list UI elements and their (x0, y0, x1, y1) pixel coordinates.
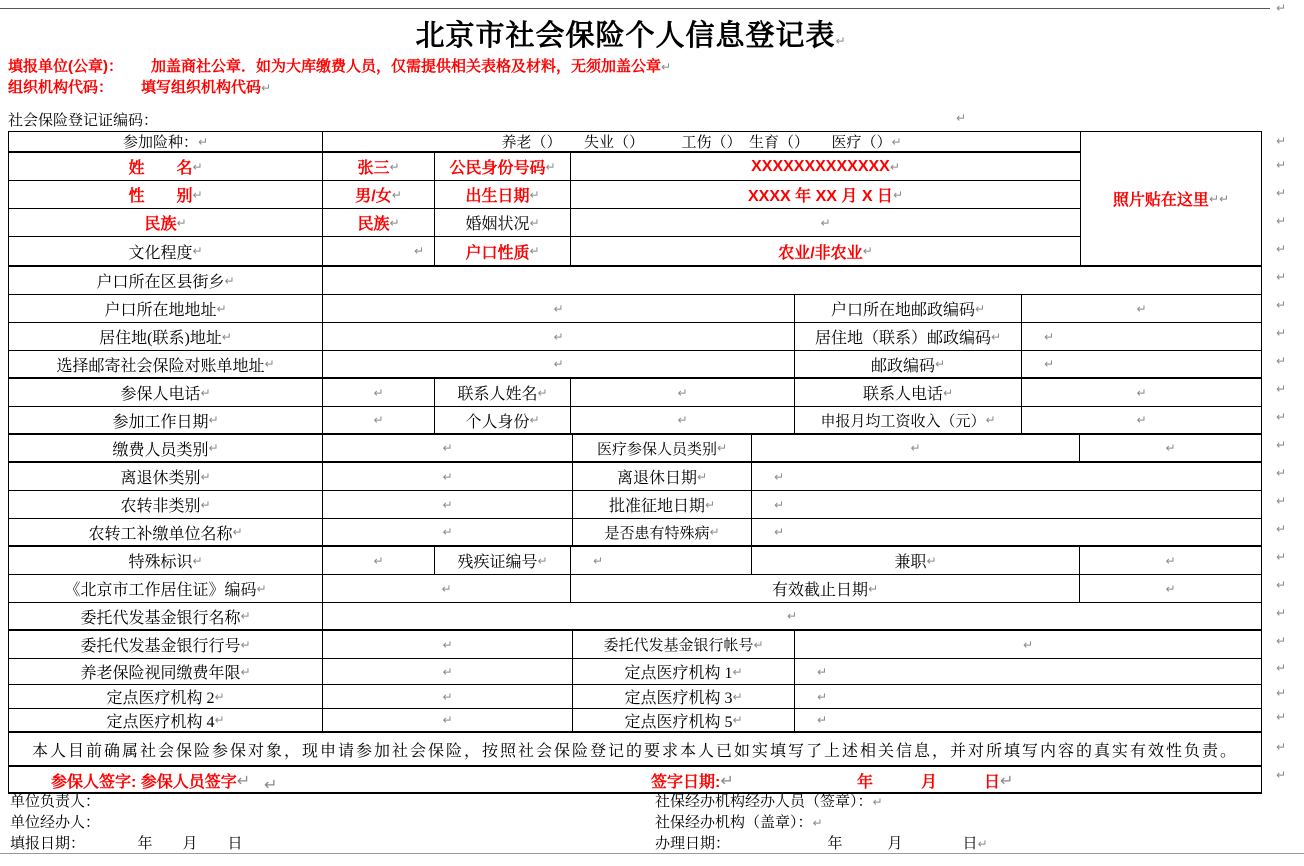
bank-account-label: 委托代发基金银行帐号 ↵ (573, 631, 795, 658)
paragraph-mark: ↵ (720, 771, 734, 790)
signature-row (9, 767, 1261, 792)
paragraph-mark: ↵ (956, 111, 967, 125)
paragraph-mark: ↵ (892, 187, 903, 202)
paragraph-mark: ↵ (208, 413, 219, 427)
table-row (9, 351, 1261, 379)
paragraph-mark (1276, 298, 1286, 312)
table-row (9, 463, 1261, 491)
paragraph-mark: ↵ (240, 664, 251, 679)
land-approval-date-label: 批准征地日期 ↵ (573, 491, 752, 518)
table-row (9, 685, 1261, 709)
table-row (9, 659, 1261, 685)
paragraph-mark: ↵ (441, 581, 452, 596)
paragraph-mark (956, 111, 966, 125)
paragraph-mark: ↵ (236, 771, 251, 790)
insured-phone-label: 参保人电话 ↵ (9, 379, 323, 406)
top-row-stack (9, 132, 1080, 265)
paragraph-mark: ↵ (1276, 494, 1287, 508)
signature-day-label: 日 ↵ (984, 771, 1014, 791)
paragraph-mark: ↵ (389, 159, 400, 174)
paragraph-mark: ↵ (373, 413, 384, 427)
medical-category-value-cell[interactable] (752, 435, 1080, 461)
paragraph-mark: ↵ (442, 713, 453, 727)
bank-name-value-cell[interactable] (323, 603, 1261, 629)
special-flag-label: 特殊标识 ↵ (9, 547, 323, 574)
signature-year-label: 年 (857, 774, 874, 791)
paragraph-mark: ↵ (1000, 771, 1014, 790)
paragraph-mark: ↵ (1136, 301, 1147, 316)
rural-category-value-cell[interactable] (323, 491, 573, 518)
paragraph-mark: ↵ (817, 664, 828, 679)
unit-handler-label: 单位经办人： (10, 815, 101, 831)
hukou-district-label: 户口所在区县街乡 ↵ (9, 267, 323, 294)
pension-years-label: 养老保险视同缴费年限 ↵ (9, 659, 323, 684)
special-disease-value-cell[interactable] (752, 519, 1261, 545)
paragraph-mark: ↵ (942, 385, 954, 400)
paragraph-mark: ↵ (529, 215, 540, 230)
paragraph-mark: ↵ (442, 664, 453, 679)
hukou-address-label: 户口所在地地址 ↵ (9, 295, 323, 322)
land-approval-date-value-cell[interactable] (752, 491, 1261, 518)
paragraph-mark: ↵ (391, 187, 402, 202)
paragraph-mark (1276, 186, 1286, 200)
paragraph-mark: ↵ (1136, 413, 1147, 427)
table-row (9, 435, 1261, 463)
paragraph-mark: ↵ (709, 525, 720, 539)
paragraph-mark: ↵ (1276, 134, 1287, 148)
hospital-2-value-cell[interactable] (323, 685, 573, 708)
paragraph-mark: ↵ (200, 469, 211, 484)
paragraph-mark: ↵ (216, 301, 227, 316)
paragraph-mark: ↵ (442, 525, 453, 539)
paragraph-mark: ↵ (1276, 522, 1287, 536)
paragraph-mark: ↵ (716, 441, 728, 455)
contact-name-label: 联系人姓名 ↵ (435, 379, 571, 406)
paragraph-mark: ↵ (677, 385, 688, 400)
paragraph-mark (1276, 522, 1286, 536)
paragraph-mark (1276, 270, 1286, 284)
paragraph-mark: ↵ (1276, 606, 1287, 620)
footer-line (0, 790, 1304, 810)
table-row (9, 709, 1261, 733)
paragraph-mark: ↵ (1276, 578, 1287, 592)
hospital-5-label: 定点医疗机构 5 ↵ (573, 709, 795, 731)
paragraph-mark: ↵ (264, 775, 278, 794)
hospital-4-label: 定点医疗机构 4 ↵ (9, 709, 323, 731)
paragraph-mark (1276, 494, 1286, 508)
signature-date-label[interactable]: 签字日期: ↵ (651, 771, 734, 791)
paragraph-mark: ↵ (1165, 441, 1176, 455)
registration-code-label: 社会保险登记证编码： (8, 113, 159, 129)
paragraph-mark: ↵ (197, 134, 209, 149)
paragraph-mark: ↵ (1276, 740, 1287, 754)
contact-phone-value-cell[interactable] (1022, 379, 1261, 406)
marital-status-value-cell[interactable] (571, 209, 1080, 236)
paragraph-mark: ↵ (240, 609, 251, 623)
paragraph-mark: ↵ (934, 357, 946, 371)
paragraph-mark: ↵ (1044, 357, 1055, 371)
paragraph-mark: ↵ (732, 689, 743, 704)
paragraph-mark: ↵ (872, 795, 883, 809)
birth-date-label: 出生日期 ↵ (435, 181, 571, 208)
ethnicity-value-cell[interactable]: 民族 ↵ (323, 209, 435, 236)
paragraph-mark: ↵ (256, 581, 267, 596)
paragraph-mark: ↵ (817, 689, 828, 704)
paragraph-mark: ↵ (529, 187, 540, 202)
paragraph-mark (1276, 134, 1286, 148)
education-value-cell[interactable] (323, 237, 435, 265)
retire-date-value-cell[interactable] (752, 463, 1261, 490)
paragraph-mark: ↵ (221, 329, 232, 344)
paragraph-mark: ↵ (529, 413, 540, 427)
paragraph-mark: ↵ (817, 713, 828, 727)
note-org-code (8, 76, 271, 97)
table-row (9, 491, 1261, 519)
paragraph-mark (1276, 158, 1286, 172)
insured-phone-value-cell[interactable] (323, 379, 435, 406)
permit-expiry-label: 有效截止日期 ↵ (571, 575, 1080, 602)
payer-category-value-cell[interactable] (323, 435, 573, 461)
payer-category-label: 缴费人员类别 ↵ (9, 435, 323, 461)
table-row (9, 295, 1261, 323)
gender-label: 性 别 ↵ (9, 181, 323, 208)
paragraph-mark: ↵ (537, 553, 548, 568)
paragraph-mark: ↵ (1276, 634, 1287, 648)
work-date-label: 参加工作日期 ↵ (9, 407, 323, 433)
paragraph-mark: ↵ (1276, 661, 1287, 675)
work-permit-value-cell[interactable] (323, 575, 571, 602)
part-time-value-cell[interactable] (1080, 547, 1261, 574)
paragraph-mark: ↵ (261, 81, 272, 95)
paragraph-mark: ↵ (1276, 438, 1287, 452)
declaration-text: 本人目前确属社会保险参保对象，现申请参加社会保险，按照社会保险登记的要求本人已如实填写了上述相关信息，并对所填写内容的真实有效性负责。 (31, 742, 1238, 760)
name-label: 姓 名 ↵ (9, 153, 323, 180)
paragraph-mark: ↵ (373, 385, 384, 400)
paragraph-mark (1276, 466, 1286, 480)
paragraph-mark: ↵ (1276, 270, 1287, 284)
paragraph-mark: ↵ (232, 525, 243, 539)
residence-address-label: 居住地(联系)地址 ↵ (9, 323, 323, 350)
table-row (9, 132, 1080, 153)
table-row (9, 267, 1261, 295)
monthly-salary-label: 申报月均工资收入（元） ↵ (795, 407, 1022, 433)
paragraph-mark: ↵ (1276, 768, 1287, 782)
paragraph-mark (1276, 634, 1286, 648)
paragraph-mark (1276, 214, 1286, 228)
paragraph-mark (1276, 740, 1286, 754)
marital-status-label: 婚姻状况 ↵ (435, 209, 571, 236)
paragraph-mark: ↵ (442, 441, 453, 455)
bank-account-value-cell[interactable] (795, 631, 1261, 658)
paragraph-mark: ↵ (910, 441, 921, 455)
paragraph-mark: ↵ (661, 60, 672, 74)
contact-name-value-cell[interactable] (571, 379, 795, 406)
paragraph-mark: ↵ (1165, 553, 1176, 568)
note-stamp (8, 55, 671, 76)
residence-address-value-cell[interactable] (323, 323, 795, 350)
paragraph-mark: ↵ (704, 497, 716, 512)
paragraph-mark (1276, 606, 1286, 620)
paragraph-mark: ↵ (1276, 186, 1287, 200)
personal-identity-value-cell[interactable] (571, 407, 795, 433)
insurance-type-options-cell[interactable]: 养老（） 失业（） 工伤（） 生育（） 医疗（） ↵ (501, 134, 902, 151)
paragraph-mark (1276, 410, 1286, 424)
paragraph-mark: ↵ (264, 357, 275, 371)
paragraph-mark: ↵ (1276, 242, 1287, 256)
hospital-4-value-cell[interactable] (323, 709, 573, 731)
paragraph-mark: ↵ (1219, 191, 1230, 206)
paragraph-mark: ↵ (442, 637, 453, 652)
name-value-cell[interactable]: 张三 ↵ (323, 153, 435, 180)
special-disease-label: 是否患有特殊病 ↵ (573, 519, 752, 545)
paragraph-mark: ↵ (732, 713, 743, 727)
paragraph-mark (1276, 326, 1286, 340)
paragraph-mark: ↵ (977, 837, 988, 851)
table-row (9, 603, 1261, 631)
paragraph-mark: ↵ (1276, 1, 1287, 15)
education-label: 文化程度 ↵ (9, 237, 323, 265)
top-row-group (9, 132, 1261, 267)
paragraph-mark: ↵ (974, 301, 986, 316)
paragraph-mark: ↵ (224, 273, 235, 288)
residence-postcode-value-cell[interactable] (1022, 323, 1261, 350)
note-org-code-value: 填写组织机构代码↵ (141, 79, 272, 96)
mailing-postcode-label: 邮政编码 ↵ (795, 351, 1022, 377)
paragraph-mark: ↵ (1276, 466, 1287, 480)
paragraph-mark: ↵ (1276, 382, 1287, 396)
paragraph-mark: ↵ (1208, 191, 1219, 206)
paragraph-mark (1276, 1, 1286, 15)
paragraph-mark: ↵ (200, 385, 211, 400)
mailing-postcode-value-cell[interactable] (1022, 351, 1261, 377)
mailing-address-value-cell[interactable] (323, 351, 795, 377)
table-row (9, 209, 1080, 237)
paragraph-mark (1276, 578, 1286, 592)
paragraph-mark (1276, 242, 1286, 256)
work-date-value-cell[interactable] (323, 407, 435, 433)
bank-name-label: 委托代发基金银行名称 ↵ (9, 603, 323, 629)
paragraph-mark: ↵ (889, 159, 900, 174)
paragraph-mark: ↵ (192, 244, 203, 258)
registration-table (8, 131, 1262, 794)
paragraph-mark: ↵ (593, 553, 604, 568)
paragraph-mark: ↵ (192, 159, 203, 174)
paragraph-mark: ↵ (192, 553, 203, 568)
table-row (9, 323, 1261, 351)
insured-signature-label[interactable]: 参保人签字: 参保人员签字 ↵ (51, 771, 251, 791)
table-row (9, 519, 1261, 547)
paragraph-mark: ↵ (774, 469, 785, 484)
table-row (9, 153, 1080, 181)
paragraph-mark (1276, 438, 1286, 452)
paragraph-mark: ↵ (442, 469, 453, 484)
paragraph-mark: ↵ (214, 689, 225, 704)
paragraph-mark: ↵ (537, 385, 548, 400)
paragraph-mark: ↵ (176, 215, 187, 230)
paragraph-mark: ↵ (1165, 581, 1176, 596)
table-row (9, 379, 1261, 407)
paragraph-mark: ↵ (1276, 686, 1287, 700)
table-row (9, 575, 1261, 603)
paragraph-mark: ↵ (1276, 710, 1287, 724)
medical-category-extra-cell[interactable] (1080, 435, 1261, 461)
paragraph-mark: ↵ (240, 637, 251, 652)
hukou-address-value-cell[interactable] (323, 295, 795, 322)
paragraph-mark: ↵ (1276, 410, 1287, 424)
bank-branch-code-value-cell[interactable] (323, 631, 573, 658)
paragraph-mark: ↵ (214, 713, 225, 727)
paragraph-mark: ↵ (1136, 385, 1147, 400)
signature-month-label: 月 (921, 774, 938, 791)
hospital-3-label: 定点医疗机构 3 ↵ (573, 685, 795, 708)
contact-phone-label: 联系人电话 ↵ (795, 379, 1022, 406)
paragraph-mark: ↵ (373, 553, 384, 568)
paragraph-mark: ↵ (1044, 329, 1055, 344)
residence-postcode-label: 居住地（联系）邮政编码 ↵ (795, 323, 1022, 350)
paragraph-mark: ↵ (1276, 214, 1287, 228)
paragraph-mark (1276, 354, 1286, 368)
paragraph-mark: ↵ (985, 413, 996, 427)
footer-line (0, 811, 1304, 831)
paragraph-mark: ↵ (1276, 354, 1287, 368)
footer-line (0, 832, 1304, 852)
rural-unit-value-cell[interactable] (323, 519, 573, 545)
rural-unit-label: 农转工补缴单位名称 ↵ (9, 519, 323, 545)
paragraph-mark: ↵ (862, 244, 873, 258)
table-row (9, 631, 1261, 659)
ethnicity-label: 民族 ↵ (9, 209, 323, 236)
footer-rule (0, 853, 1304, 854)
table-row (9, 181, 1080, 209)
paragraph-mark (1276, 768, 1286, 782)
paragraph-mark: ↵ (867, 581, 879, 596)
paragraph-mark: ↵ (1276, 326, 1287, 340)
hukou-type-label: 户口性质 ↵ (435, 237, 571, 265)
paragraph-mark: ↵ (200, 497, 211, 512)
paragraph-mark: ↵ (774, 497, 785, 512)
paragraph-mark: ↵ (774, 525, 785, 539)
hospital-2-label: 定点医疗机构 2 ↵ (9, 685, 323, 708)
id-number-value-cell[interactable]: XXXXXXXXXXXXX ↵ (751, 157, 900, 175)
mailing-address-label: 选择邮寄社会保险对账单地址 ↵ (9, 351, 323, 377)
retire-date-label: 离退休日期 ↵ (573, 463, 752, 490)
bank-branch-code-label: 委托代发基金银行行号 ↵ (9, 631, 323, 658)
paragraph-mark: ↵ (732, 664, 743, 679)
paragraph-mark (1276, 382, 1286, 396)
paragraph-mark: ↵ (891, 134, 902, 149)
agency-seal-label: 社保经办机构（盖章）：↵ (655, 815, 823, 831)
paragraph-mark: ↵ (1276, 550, 1287, 564)
paragraph-mark (1276, 686, 1286, 700)
hospital-1-value-cell[interactable] (795, 659, 1261, 684)
hukou-district-value-cell[interactable] (323, 267, 1261, 294)
paragraph-mark: ↵ (926, 553, 937, 568)
photo-cell[interactable]: 照片贴在这里 ↵ ↵ (1080, 132, 1261, 265)
hukou-type-value-cell[interactable]: 农业/非农业 ↵ (778, 244, 873, 262)
paragraph-mark: ↵ (442, 689, 453, 704)
disability-cert-value-cell[interactable] (571, 547, 752, 574)
personal-identity-label: 个人身份 ↵ (435, 407, 571, 433)
disability-cert-label: 残疾证编号 ↵ (435, 547, 571, 574)
hospital-5-value-cell[interactable] (795, 709, 1261, 731)
special-flag-value-cell[interactable] (323, 547, 435, 574)
table-row (9, 547, 1261, 575)
table-row (9, 407, 1261, 435)
paragraph-mark: ↵ (553, 329, 564, 344)
hospital-3-value-cell[interactable] (795, 685, 1261, 708)
paragraph-mark: ↵ (990, 329, 1002, 344)
rural-category-label: 农转非类别 ↵ (9, 491, 323, 518)
paragraph-mark: ↵ (835, 34, 847, 48)
paragraph-mark: ↵ (553, 301, 564, 316)
pension-years-value-cell[interactable] (323, 659, 573, 684)
unit-head-label: 单位负责人： (10, 794, 101, 810)
form-title: 北京市社会保险个人信息登记表↵ (415, 20, 847, 52)
paragraph-mark: ↵ (677, 413, 688, 427)
paragraph-mark: ↵ (529, 244, 540, 258)
paragraph-mark (1276, 710, 1286, 724)
hospital-1-label: 定点医疗机构 1 ↵ (573, 659, 795, 684)
birth-date-value-cell[interactable]: XXXX 年 XX 月 X 日 ↵ (748, 187, 903, 205)
paragraph-mark: ↵ (208, 441, 219, 455)
note-org-code-label: 组织机构代码： (8, 79, 114, 96)
note-stamp-value: 加盖商社公章．如为大库缴费人员，仅需提供相关表格及材料，无须加盖公章↵ (151, 58, 672, 75)
paragraph-mark: ↵ (1276, 158, 1287, 172)
agency-handler-label: 社保经办机构经办人员（签章）：↵ (655, 794, 883, 810)
paragraph-mark: ↵ (442, 497, 453, 512)
paragraph-mark: ↵ (820, 215, 831, 230)
paragraph-mark: ↵ (696, 469, 708, 484)
paragraph-mark: ↵ (389, 215, 400, 230)
paragraph-mark: ↵ (553, 357, 564, 371)
part-time-label: 兼职 ↵ (752, 547, 1080, 574)
paragraph-mark (1276, 550, 1286, 564)
permit-expiry-value-cell[interactable] (1080, 575, 1261, 602)
registration-code-line (8, 109, 967, 130)
insurance-type-label: 参加险种： ↵ (9, 132, 323, 151)
paragraph-mark: ↵ (1276, 298, 1287, 312)
paragraph-mark: ↵ (812, 816, 823, 830)
paragraph-mark: ↵ (753, 637, 764, 652)
monthly-salary-value-cell[interactable] (1022, 407, 1261, 433)
header-rule (0, 8, 1270, 9)
paragraph-mark: ↵ (192, 187, 203, 202)
table-row (9, 237, 1080, 265)
paragraph-mark: ↵ (545, 159, 556, 174)
process-date-label: 办理日期： 年 月 日↵ (655, 836, 988, 852)
paragraph-mark (1276, 661, 1286, 675)
work-permit-label: 《北京市工作居住证》编码 ↵ (9, 575, 323, 602)
retire-category-label: 离退休类别 ↵ (9, 463, 323, 490)
medical-category-label: 医疗参保人员类别 ↵ (573, 435, 752, 461)
gender-value-cell[interactable]: 男/女 ↵ (323, 181, 435, 208)
note-stamp-label: 填报单位(公章)： (8, 58, 123, 75)
fill-date-label: 填报日期： 年 月 日 (10, 836, 243, 852)
hukou-postcode-label: 户口所在地邮政编码 ↵ (795, 295, 1022, 322)
id-number-label: 公民身份号码 ↵ (435, 153, 571, 180)
paragraph-mark: ↵ (786, 609, 798, 623)
paragraph-mark: ↵ (413, 244, 424, 258)
paragraph-mark: ↵ (1022, 637, 1034, 652)
hukou-postcode-value-cell[interactable] (1022, 295, 1261, 322)
table-row (9, 733, 1261, 767)
retire-category-value-cell[interactable] (323, 463, 573, 490)
